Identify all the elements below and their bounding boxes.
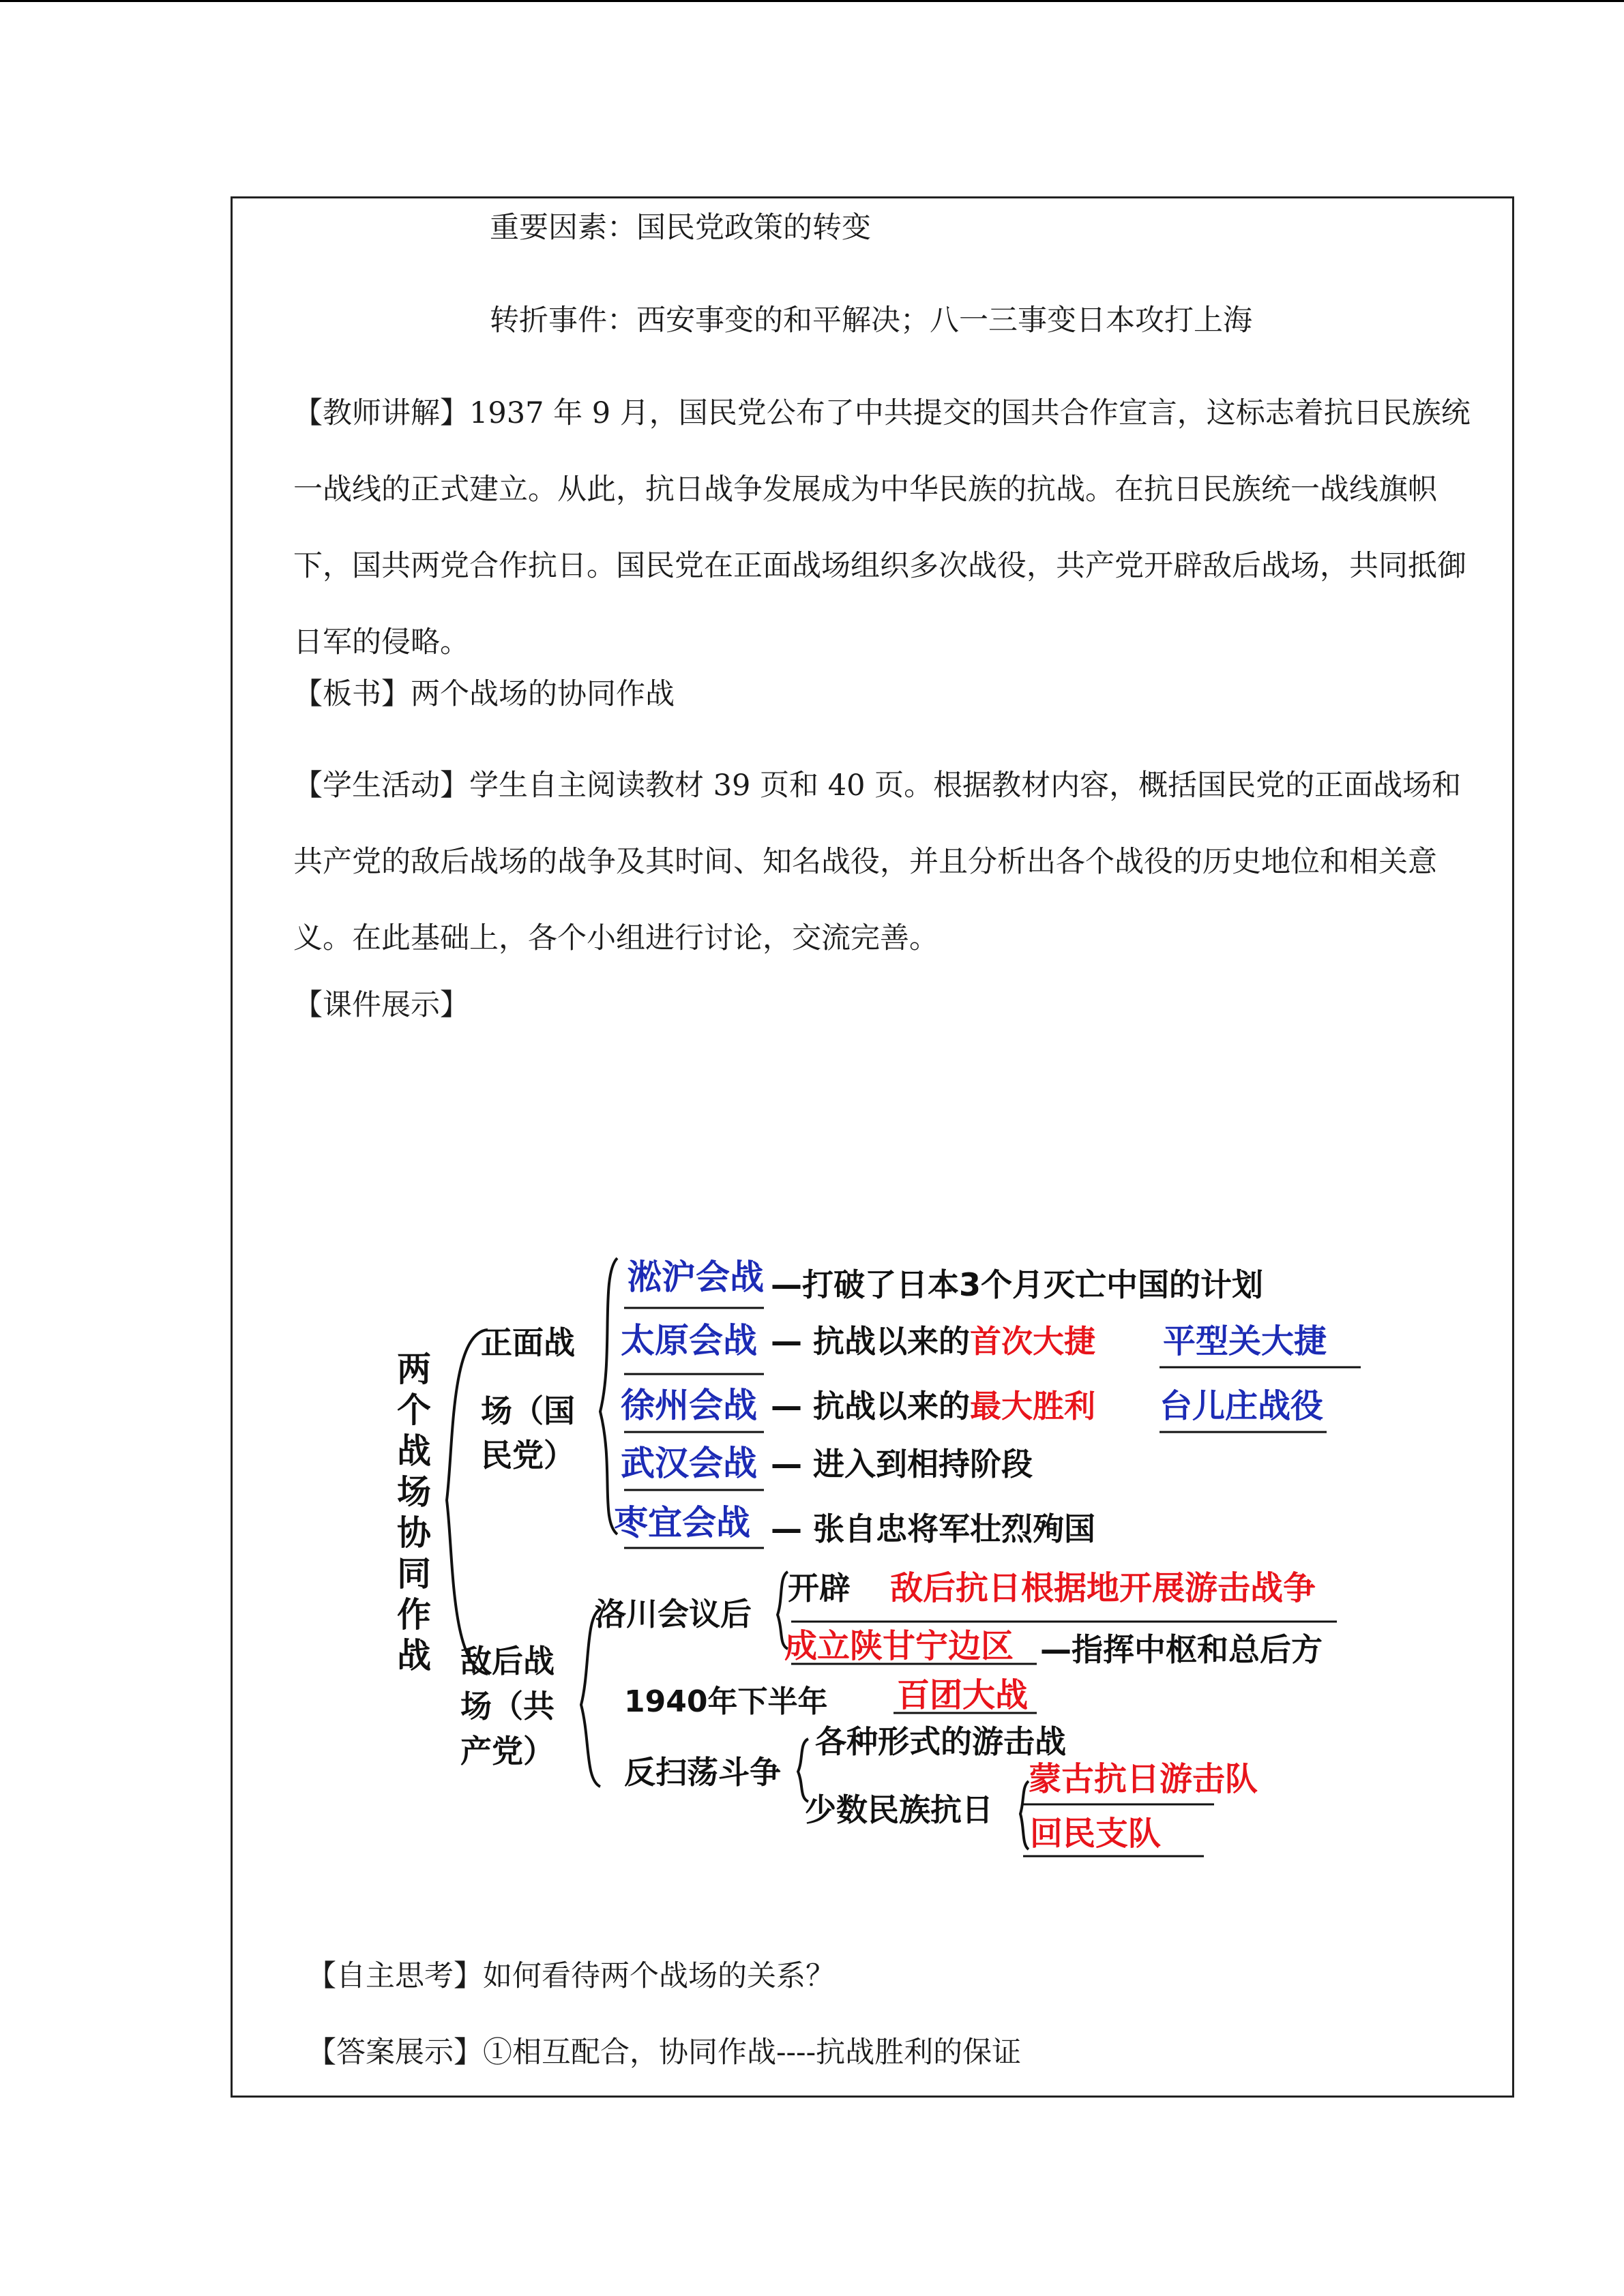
self-thinking: 【自主思考】如何看待两个战场的关系？ <box>307 1959 835 1993</box>
battle-zaoyi: 枣宜会战 <box>614 1503 750 1542</box>
key-factor-line: 重要因素：国民党政策的转变 <box>490 211 871 245</box>
courseware-heading: 【课件展示】 <box>293 988 469 1022</box>
highlight-biggest-victory: 最大胜利 <box>970 1388 1096 1425</box>
border-region-label: 成立陕甘宁边区 <box>784 1627 1014 1665</box>
root-char: 场 <box>397 1472 431 1512</box>
turning-event-line: 转折事件：西安事变的和平解决；八一三事变日本攻打上海 <box>490 303 1252 338</box>
sweep-label: 反扫荡斗争 <box>624 1754 781 1791</box>
note-wuhan: — 进入到相持阶段 <box>771 1446 1033 1482</box>
note-zaoyi: — 张自忠将军壮烈殉国 <box>771 1510 1096 1547</box>
root-title <box>397 1350 443 1675</box>
rear-label-line2: 场（共 <box>460 1688 555 1725</box>
front-label-line3: 民党） <box>481 1437 575 1474</box>
root-char: 个 <box>397 1390 431 1430</box>
tag-pingxingguan: 平型关大捷 <box>1163 1322 1327 1360</box>
front-label-line2: 场（国 <box>481 1392 575 1429</box>
note-songhu: —打破了日本3个月灭亡中国的计划 <box>771 1266 1264 1303</box>
rear-brace <box>581 1609 600 1787</box>
note-xuzhou-text: 抗战以来的 <box>813 1388 971 1425</box>
root-char: 同 <box>397 1554 431 1594</box>
root-char: 协 <box>397 1513 431 1553</box>
mongol-guerrilla-label: 蒙古抗日游击队 <box>1029 1760 1258 1798</box>
note-taiyuan-text: 抗战以来的 <box>813 1323 971 1360</box>
root-char: 战 <box>397 1431 431 1471</box>
front-brace <box>600 1258 617 1534</box>
tag-taierzhuang: 台儿庄战役 <box>1160 1387 1324 1425</box>
minority-brace <box>1020 1781 1029 1849</box>
root-char: 战 <box>397 1636 431 1675</box>
student-activity: 【学生活动】学生自主阅读教材 39 页和 40 页。根据教材内容，概括国民党的正面战场和共产党的敌后战场的战争及其时间、知名战役，并且分析出各个战役的历史地位和相关意义。在此基础上，各个小组进行讨论，交流完善。 <box>293 769 1462 955</box>
base-label: 敌后抗日根据地开展游击战争 <box>890 1569 1316 1607</box>
teacher-explanation: 【教师讲解】1937 年 9 月，国民党公布了中共提交的国共合作宣言，这标志着抗日民族统一战线的正式建立。从此，抗日战争发展成为中华民族的抗战。在抗日民族统一战线旗帜下，国共两党合作抗日。国民党在正面战场组织多次战役，共产党开辟敌后战场，共同抵御日军的侵略。 <box>293 396 1471 659</box>
guerrilla-label: 各种形式的游击战 <box>815 1723 1066 1760</box>
year-label: 1940年下半年 <box>624 1684 828 1719</box>
root-brace <box>447 1330 488 1674</box>
hundred-regiments-label: 百团大战 <box>897 1676 1029 1714</box>
luochuan-label: 洛川会议后 <box>595 1596 752 1632</box>
board-writing: 【板书】两个战场的协同作战 <box>293 677 675 711</box>
note-taiyuan: — 抗战以来的首次大捷 <box>771 1323 1096 1360</box>
front-label <box>481 1324 586 1474</box>
battle-taiyuan: 太原会战 <box>621 1321 757 1360</box>
battle-xuzhou: 徐州会战 <box>621 1386 757 1425</box>
hui-detachment-label: 回民支队 <box>1030 1815 1162 1853</box>
root-char: 两 <box>397 1350 431 1389</box>
rear-label-line1: 敌后战 <box>460 1643 555 1680</box>
open-label: 开辟 <box>788 1570 851 1607</box>
note-xuzhou: — 抗战以来的最大胜利 <box>771 1388 1096 1425</box>
front-label-line1: 正面战 <box>481 1324 575 1361</box>
answer-display: 【答案展示】①相互配合，协同作战----抗战胜利的保证 <box>307 2036 1022 2070</box>
root-char: 作 <box>397 1595 431 1635</box>
command-center-label: —指挥中枢和总后方 <box>1040 1631 1323 1668</box>
rear-label <box>460 1643 565 1770</box>
minority-label: 少数民族抗日 <box>805 1791 993 1828</box>
battle-songhu: 淞沪会战 <box>628 1257 764 1297</box>
rear-label-line3: 产党） <box>460 1733 555 1770</box>
highlight-first-victory: 首次大捷 <box>970 1323 1096 1360</box>
battle-wuhan: 武汉会战 <box>621 1444 757 1483</box>
